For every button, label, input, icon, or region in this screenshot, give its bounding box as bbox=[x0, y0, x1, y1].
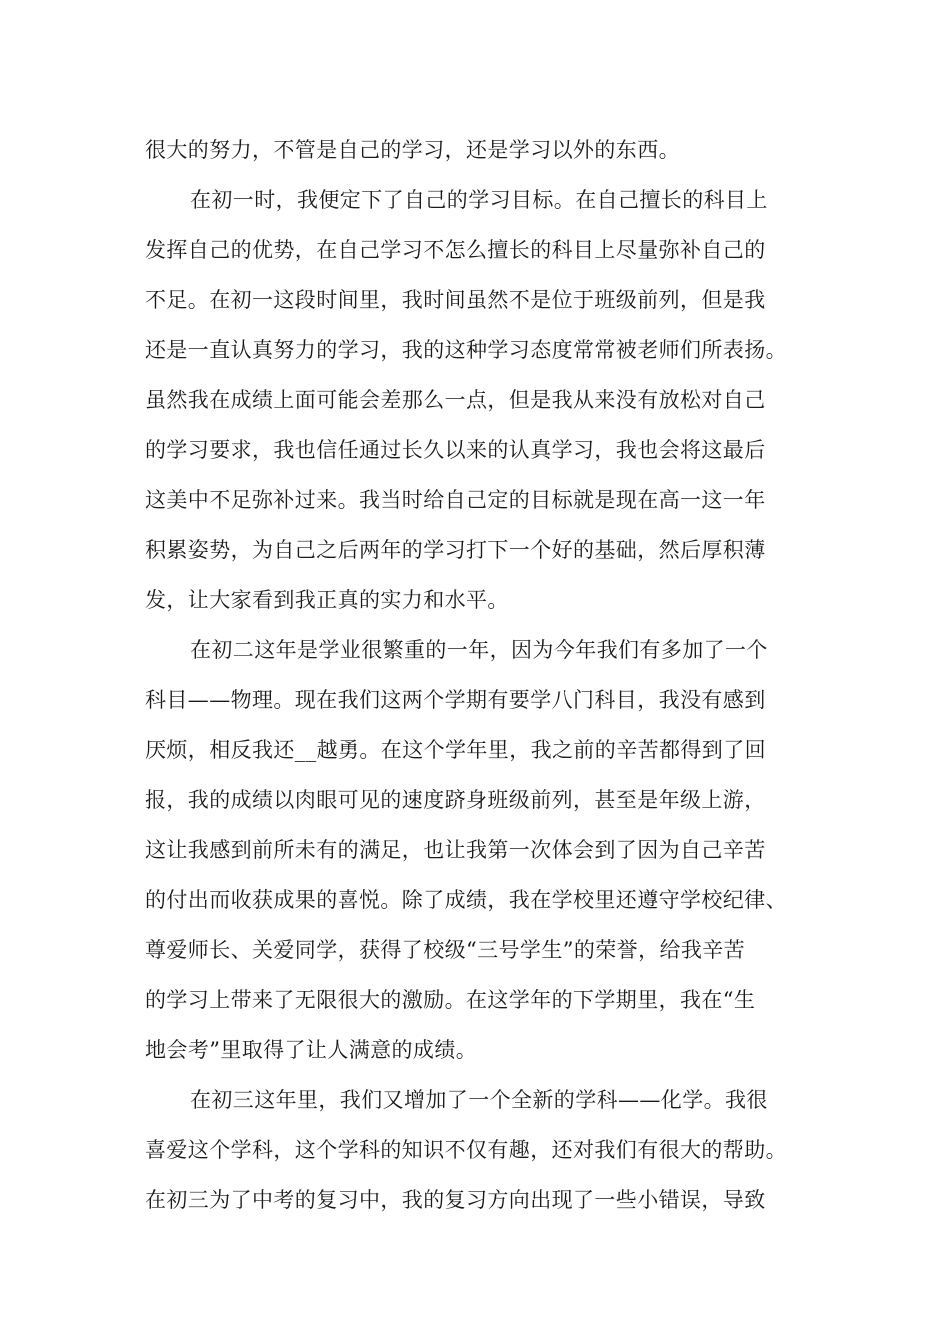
text-line: 厌烦，相反我还__越勇。在这个学年里，我之前的辛苦都得到了回 bbox=[145, 738, 766, 762]
text-line: 地会考”里取得了让人满意的成绩。 bbox=[145, 1038, 478, 1062]
text-line: 发，让大家看到我正真的实力和水平。 bbox=[145, 588, 509, 612]
text-line: 很大的努力，不管是自己的学习，还是学习以外的东西。 bbox=[145, 138, 680, 162]
text-line: 的付出而收获成果的喜悦。除了成绩，我在学校里还遵守学校纪律、 bbox=[145, 888, 787, 912]
paragraph-first-line: 在初二这年是学业很繁重的一年，因为今年我们有多加了一个 bbox=[190, 638, 768, 662]
paragraph-first-line: 在初三这年里，我们又增加了一个全新的学科——化学。我很 bbox=[190, 1088, 768, 1112]
text-line: 虽然我在成绩上面可能会差那么一点，但是我从来没有放松对自己 bbox=[145, 388, 766, 412]
text-line: 的学习上带来了无限很大的激励。在这学年的下学期里，我在“生 bbox=[145, 988, 756, 1012]
text-line: 尊爱师长、关爱同学，获得了校级“三号学生”的荣誉，给我辛苦 bbox=[145, 938, 746, 962]
text-line: 还是一直认真努力的学习，我的这种学习态度常常被老师们所表扬。 bbox=[145, 338, 787, 362]
text-line: 积累姿势，为自己之后两年的学习打下一个好的基础，然后厚积薄 bbox=[145, 538, 766, 562]
paragraph-first-line: 在初一时，我便定下了自己的学习目标。在自己擅长的科目上 bbox=[190, 188, 768, 212]
text-line: 在初三为了中考的复习中，我的复习方向出现了一些小错误，导致 bbox=[145, 1188, 766, 1212]
text-line: 的学习要求，我也信任通过长久以来的认真学习，我也会将这最后 bbox=[145, 438, 766, 462]
text-line: 这美中不足弥补过来。我当时给自己定的目标就是现在高一这一年 bbox=[145, 488, 766, 512]
text-line: 科目——物理。现在我们这两个学期有要学八门科目，我没有感到 bbox=[145, 688, 766, 712]
text-line: 喜爱这个学科，这个学科的知识不仅有趣，还对我们有很大的帮助。 bbox=[145, 1138, 787, 1162]
text-line: 发挥自己的优势，在自己学习不怎么擅长的科目上尽量弥补自己的 bbox=[145, 238, 766, 262]
text-line: 这让我感到前所未有的满足，也让我第一次体会到了因为自己辛苦 bbox=[145, 838, 766, 862]
text-line: 报，我的成绩以肉眼可见的速度跻身班级前列，甚至是年级上游， bbox=[145, 788, 766, 812]
text-line: 不足。在初一这段时间里，我时间虽然不是位于班级前列，但是我 bbox=[145, 288, 766, 312]
